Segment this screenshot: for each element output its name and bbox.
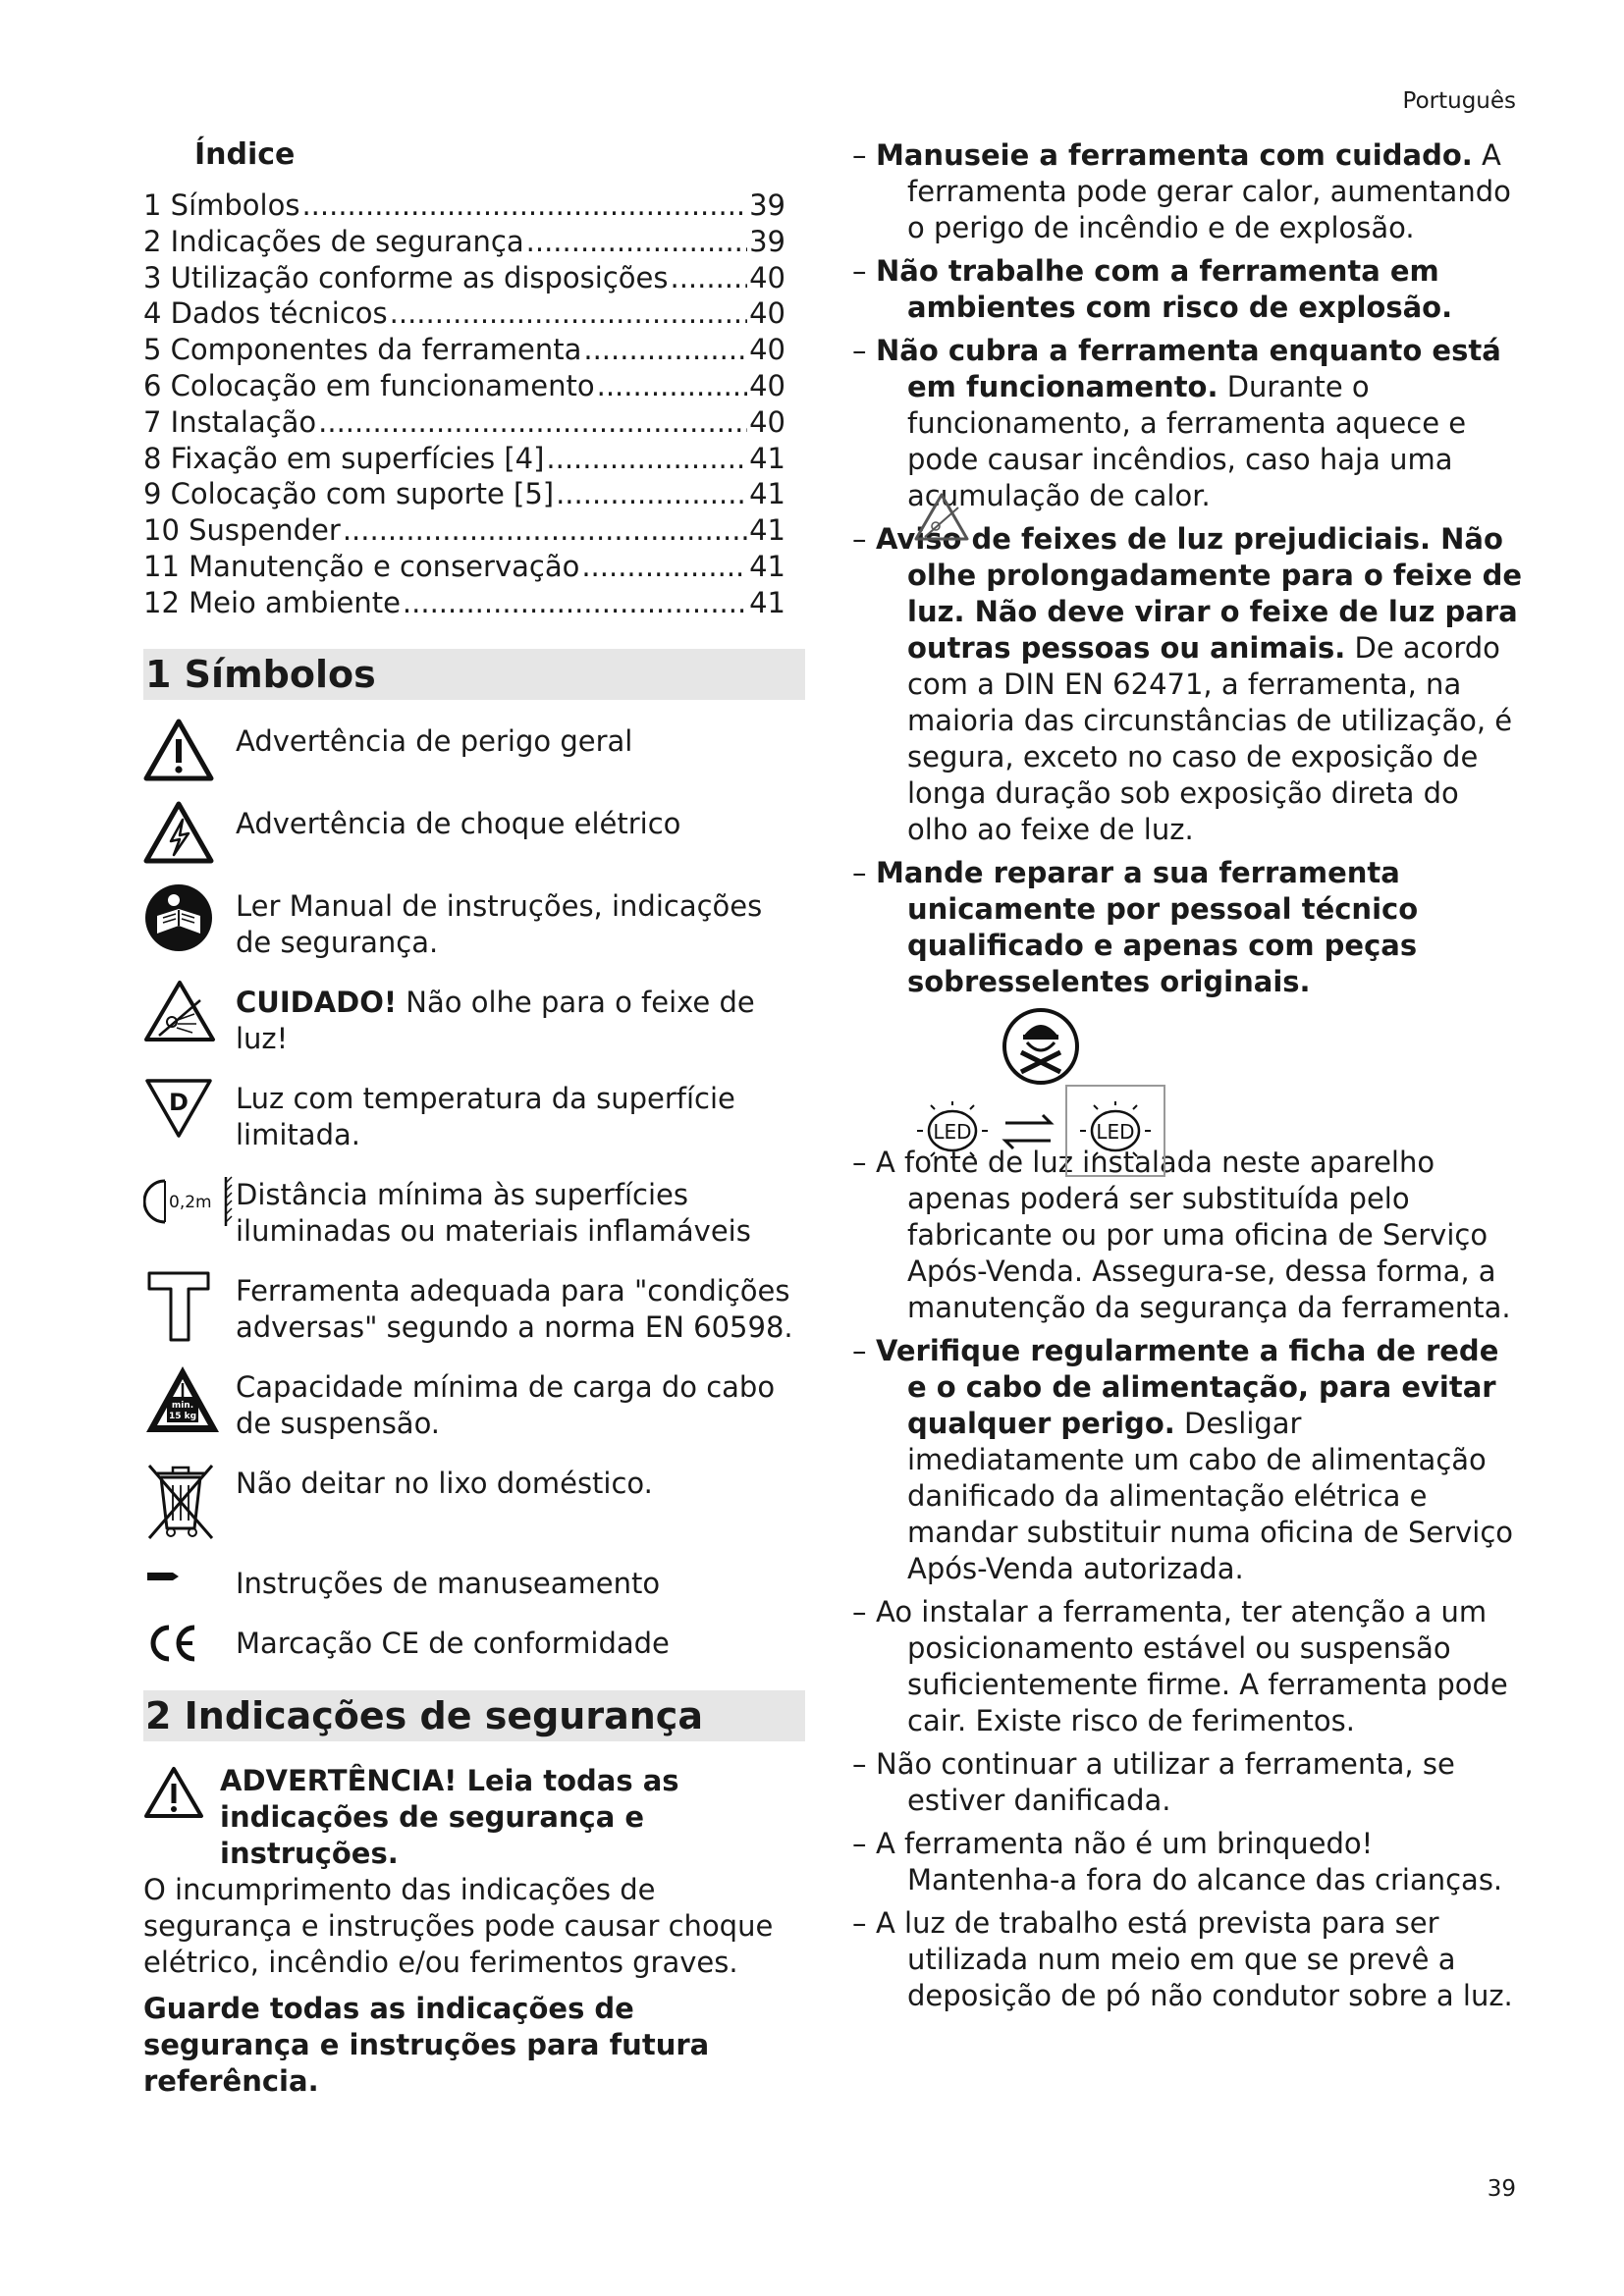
toc-item <box>143 549 805 585</box>
safety-bullet: – A luz de trabalho está prevista para ser utilizada num meio em que se prevê a deposição de pó não condutor sobre a luz. <box>852 1906 1513 2012</box>
toc-item-label: 9 Colocação com suporte [5] <box>143 477 555 511</box>
led-label-right: LED <box>1096 1120 1135 1144</box>
safety-bullet: – Não trabalhe com a ferramenta em ambientes com risco de explosão. <box>852 254 1453 324</box>
safety-bullet: – Mande reparar a sua ferramenta unicamente por pessoal técnico qualificado e apenas com peças sobresselentes originais. <box>852 856 1419 998</box>
toc-list <box>143 187 805 621</box>
toc-title: Índice <box>194 137 296 172</box>
no-look-beam-icon <box>913 492 970 543</box>
load-capacity-label-kg: 15 kg <box>168 1411 197 1421</box>
toc-item <box>143 368 805 404</box>
toc-item-label: 2 Indicações de segurança <box>143 224 524 258</box>
symbol-row <box>143 1363 805 1442</box>
toc-item-page: 41 <box>749 549 785 583</box>
warning-triangle-icon <box>143 1765 204 1820</box>
symbol-row <box>143 1560 805 1602</box>
toc-leader-dots <box>583 332 747 368</box>
toc-item-page: 40 <box>749 404 785 439</box>
symbol-row <box>143 979 805 1057</box>
caution-text: Não olhe para o feixe de luz! <box>236 985 755 1055</box>
safety-bullet: – Manuseie a ferramenta com cuidado. A ferramenta pode gerar calor, aumentando o perigo de incêndio e de explosão. <box>852 138 1511 244</box>
toc-item <box>143 512 805 549</box>
toc-item-label: 5 Componentes da ferramenta <box>143 333 582 367</box>
caution-label: CUIDADO! <box>236 985 398 1019</box>
symbol-text: Não deitar no lixo doméstico. <box>236 1466 653 1500</box>
toc-leader-dots <box>301 187 747 224</box>
page-number: 39 <box>1487 2176 1516 2202</box>
symbol-row <box>143 882 805 961</box>
symbol-text: Ler Manual de instruções, indicações de segurança. <box>236 888 763 959</box>
safety-bullet: – A fonte de luz instalada neste aparelho apenas poderá ser substituída pelo fabricante ou por uma oficina de Serviço Após-Venda. Assegura-se, dessa forma, a manutenção da segurança da ferramenta. <box>852 1146 1511 1324</box>
toc-item <box>143 295 805 332</box>
toc-item-page: 40 <box>749 333 785 367</box>
read-manual-icon <box>143 882 214 953</box>
toc-leader-dots <box>581 549 747 585</box>
symbol-text: Advertência de perigo geral <box>236 723 633 758</box>
service-technician-icon <box>1001 1007 1080 1086</box>
keep-instructions-note: Guarde todas as indicações de segurança e instruções para futura referência. <box>143 1991 710 2098</box>
page-language: Português <box>1402 88 1516 114</box>
load-capacity-label-min: min. <box>171 1400 194 1411</box>
led-replacement-icon <box>903 1084 1198 1178</box>
handling-arrow-icon <box>143 1560 183 1593</box>
symbol-row <box>143 1171 805 1250</box>
electric-shock-icon <box>143 800 214 865</box>
toc-leader-dots <box>343 512 747 549</box>
crossed-bin-icon <box>143 1460 218 1542</box>
toc-leader-dots <box>390 295 747 332</box>
toc-item-label: 7 Instalação <box>143 404 317 439</box>
no-look-beam-icon <box>143 979 216 1043</box>
toc-item-label: 10 Suspender <box>143 513 341 548</box>
toc-item-label: 12 Meio ambiente <box>143 585 401 619</box>
toc-item-page: 40 <box>749 296 785 331</box>
toc-item-label: 8 Fixação em superfícies [4] <box>143 441 545 475</box>
symbol-text: Advertência de choque elétrico <box>236 806 681 840</box>
load-capacity-icon <box>143 1363 222 1436</box>
symbol-row <box>143 1460 805 1542</box>
symbol-text: Ferramenta adequada para "condições adversas" segundo a norma EN 60598. <box>236 1273 793 1344</box>
toc-leader-dots <box>670 260 747 296</box>
ce-mark-icon <box>143 1620 202 1667</box>
toc-leader-dots <box>546 441 747 477</box>
right-column <box>852 137 1526 2021</box>
toc-leader-dots <box>403 585 747 621</box>
safety-bullet: – Aviso de feixes de luz prejudiciais. Não olhe prolongadamente para o feixe de luz. Não deve virar o feixe de luz para outras pessoas ou animais. De acordo com a DIN EN 62471, a ferramenta, na maioria das circunstâncias de utilização, é segura, exceto no caso de exposição de longa duração sob exposição direta do olho ao feixe de luz. <box>852 522 1523 846</box>
symbol-row <box>143 800 805 865</box>
min-distance-icon <box>143 1171 236 1232</box>
symbols-list <box>143 718 805 1667</box>
symbol-text: Distância mínima às superfícies iluminadas ou materiais inflamáveis <box>236 1177 751 1248</box>
toc-item <box>143 260 805 296</box>
symbol-text <box>236 979 805 1057</box>
toc-item-label: 4 Dados técnicos <box>143 296 388 331</box>
toc-item <box>143 404 805 441</box>
svg-text:D: D <box>169 1088 189 1116</box>
toc-item-page: 39 <box>749 224 785 258</box>
safety-bullet: – Verifique regularmente a ficha de rede e o cabo de alimentação, para evitar qualquer perigo. Desligar imediatamente um cabo de alimentação danificado da alimentação elétrica e mandar substituir numa oficina de Serviço Após-Venda autorizada. <box>852 1334 1514 1585</box>
toc-leader-dots <box>597 368 747 404</box>
toc-item <box>143 441 805 477</box>
safety-bullet: – A ferramenta não é um brinquedo! Mantenha-a fora do alcance das crianças. <box>852 1827 1503 1896</box>
left-column <box>143 137 805 2100</box>
toc-item-page: 41 <box>749 477 785 511</box>
toc-leader-dots <box>526 224 747 260</box>
toc-item-label: 1 Símbolos <box>143 188 300 222</box>
toc-item-page: 41 <box>749 585 785 619</box>
min-distance-label: 0,2m <box>169 1192 212 1212</box>
toc-item-page: 41 <box>749 441 785 475</box>
toc-item-label: 11 Manutenção e conservação <box>143 549 580 583</box>
symbol-row <box>143 1620 805 1667</box>
safety-bullet: – Não continuar a utilizar a ferramenta, se estiver danificada. <box>852 1747 1455 1817</box>
section-heading-symbols: 1 Símbolos <box>143 649 805 700</box>
warning-triangle-icon <box>143 718 214 782</box>
symbol-text: Luz com temperatura da superfície limitada. <box>236 1081 735 1151</box>
toc-item-label: 3 Utilização conforme as disposições <box>143 260 669 294</box>
safety-bullet: – Não cubra a ferramenta enquanto está em funcionamento. Durante o funcionamento, a ferramenta aquece e pode causar incêndios, caso haja uma acumulação de calor. <box>852 334 1501 512</box>
toc-item-page: 41 <box>749 513 785 548</box>
toc-item <box>143 585 805 621</box>
toc-item <box>143 332 805 368</box>
rough-service-icon <box>143 1267 214 1344</box>
led-label-left: LED <box>933 1120 972 1144</box>
warning-heading: ADVERTÊNCIA! Leia todas as indicações de segurança e instruções. <box>220 1763 679 1870</box>
symbol-row <box>143 718 805 782</box>
symbol-row <box>143 1267 805 1346</box>
safety-warning <box>143 1763 805 1872</box>
toc-item-label: 6 Colocação em funcionamento <box>143 368 595 402</box>
safety-bullet: – Ao instalar a ferramenta, ter atenção a um posicionamento estável ou suspensão suficientemente firme. A ferramenta pode cair. Existe risco de ferimentos. <box>852 1595 1508 1737</box>
symbol-text: Capacidade mínima de carga do cabo de suspensão. <box>236 1369 776 1440</box>
symbol-text: Instruções de manuseamento <box>236 1566 661 1600</box>
toc-item-page: 40 <box>749 368 785 402</box>
section-heading-safety: 2 Indicações de segurança <box>143 1690 805 1741</box>
toc-item <box>143 476 805 512</box>
warning-text: O incumprimento das indicações de segurança e instruções pode causar choque elétrico, incêndio e/ou ferimentos graves. <box>143 1872 774 1979</box>
toc-item-page: 40 <box>749 260 785 294</box>
toc-leader-dots <box>318 404 747 441</box>
symbol-row <box>143 1075 805 1153</box>
d-triangle-icon <box>143 1075 214 1140</box>
toc-item <box>143 224 805 260</box>
toc-leader-dots <box>556 476 747 512</box>
toc-item-page: 39 <box>749 188 785 222</box>
symbol-text: Marcação CE de conformidade <box>236 1626 670 1660</box>
toc-item <box>143 187 805 224</box>
